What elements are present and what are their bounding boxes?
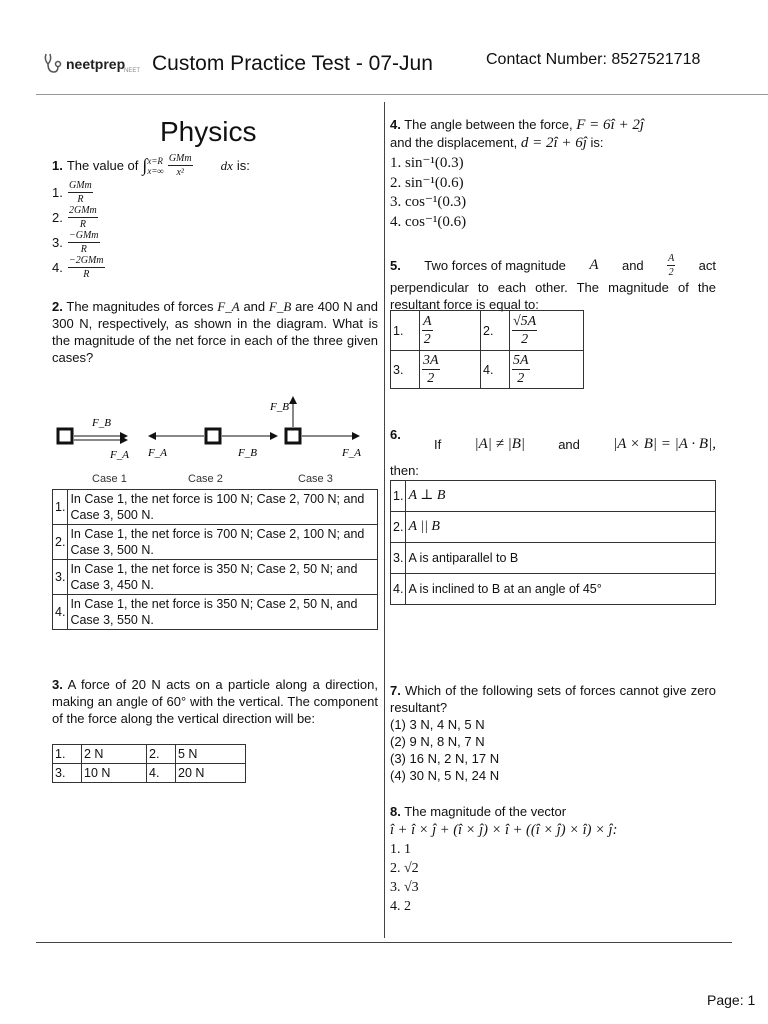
label-fb-case2: F_B — [238, 447, 257, 459]
option[interactable]: 2. √2 — [390, 861, 419, 876]
block-case1 — [58, 429, 72, 443]
option[interactable]: 1. A ⊥ B — [391, 481, 716, 512]
option[interactable]: 2. A || B — [391, 512, 716, 543]
condition-1: |A| ≠ |B| — [474, 435, 526, 452]
question-text: A force of 20 N acts on a particle along a direction, making an angle of 60° with the vertical. The component of the force along the vertical direction will be: — [52, 677, 378, 726]
question-number: 7. — [390, 683, 401, 698]
option[interactable]: 2. $\frac{\text{2GMm}}{R}$ — [52, 205, 97, 230]
question-5: 5. Two forces of magnitude A and $\frac{A}{2}$ act perpendicular to each other. The magnitude of the resultant force is equal to: — [390, 253, 716, 312]
option[interactable]: 5 N — [176, 745, 246, 764]
question-7 — [390, 682, 716, 784]
q5-options: 1. $\frac{A}{2}$ 2. $\frac{√5A}{2}$ 3. $\frac{3A}{2}$ 4. $\frac{5A}{2}$ — [390, 310, 584, 389]
logo-text: neetprep — [66, 56, 126, 72]
option[interactable]: (4) 30 N, 5 N, 24 N — [390, 768, 500, 783]
option[interactable]: 1. In Case 1, the net force is 100 N; Case 2, 700 N; and Case 3, 500 N. — [53, 490, 378, 525]
question-6: 6. If |A| ≠ |B| and |A × B| = |A · B|, then: — [390, 427, 716, 478]
label-fa-case1: F_A — [110, 449, 129, 461]
option[interactable]: 3. A is antiparallel to B — [391, 543, 716, 574]
option[interactable]: 4. A is inclined to B at an angle of 45° — [391, 574, 716, 605]
case3-label: Case 3 — [298, 473, 333, 485]
stethoscope-icon — [42, 52, 64, 76]
option[interactable]: (3) 16 N, 2 N, 17 N — [390, 751, 500, 766]
question-3 — [52, 676, 378, 727]
question-8 — [390, 803, 716, 916]
option[interactable]: $\frac{5A}{2}$ — [510, 351, 584, 389]
subject-title: Physics — [160, 116, 257, 147]
option[interactable]: $\frac{3A}{2}$ — [420, 351, 481, 389]
option[interactable]: 3. cos⁻¹(0.3) — [390, 194, 467, 210]
case2-label: Case 2 — [188, 473, 223, 485]
q3-options: 1. 2 N 2. 5 N 3. 10 N 4. 20 N — [52, 744, 246, 783]
vector-expression: î + î × ĵ + (î × ĵ) × î + ((î × ĵ) × î) × ĵ: — [390, 822, 618, 838]
case1-label: Case 1 — [92, 473, 127, 485]
question-text: The value of — [66, 158, 139, 173]
question-text: The magnitude of the vector — [404, 804, 567, 819]
force-expression: F = 6î + 2ĵ — [576, 117, 644, 133]
q4-options — [390, 154, 466, 232]
option[interactable]: 3. √3 — [390, 880, 419, 895]
force-diagram — [52, 392, 372, 488]
question-number: 8. — [390, 804, 401, 819]
force-b-symbol: F_B — [268, 299, 292, 314]
question-2: 2. The magnitudes of forces F_A and F_B are 400 N and 300 N, respectively, as shown in the diagram. What is the magnitude of the net force in each of the three given cases? — [52, 299, 378, 365]
option[interactable]: 20 N — [176, 764, 246, 783]
question-4: 4. The angle between the force, F = 6î + 2ĵ and the displacement, d = 2î + 6ĵ is: — [390, 117, 644, 151]
question-number: 4. — [390, 117, 401, 132]
displacement-expression: d = 2î + 6ĵ — [520, 135, 587, 151]
condition-2: |A × B| = |A · B|, — [613, 435, 716, 452]
page-title: Custom Practice Test - 07-Jun — [152, 52, 433, 75]
block-case3 — [286, 429, 300, 443]
option[interactable]: 3. $\frac{\text{−GMm}}{R}$ — [52, 230, 99, 255]
integral-lower: x=∞ — [147, 165, 164, 176]
integral-sign: ∫ — [142, 155, 148, 175]
question-1 — [52, 152, 378, 179]
option[interactable]: 2 N — [82, 745, 147, 764]
option[interactable]: 4. 2 — [390, 899, 411, 914]
option[interactable]: $\frac{A}{2}$ — [420, 311, 481, 351]
footer-divider — [36, 942, 732, 943]
option[interactable]: 2. In Case 1, the net force is 700 N; Case 2, 100 N; and Case 3, 500 N. — [53, 525, 378, 560]
logo — [42, 52, 141, 76]
column-divider — [384, 102, 385, 938]
option[interactable]: 3. In Case 1, the net force is 350 N; Case 2, 50 N; and Case 3, 450 N. — [53, 560, 378, 595]
label-fa-case3: F_A — [342, 447, 361, 459]
dx: dx — [220, 158, 233, 173]
question-number: 5. — [390, 258, 401, 273]
contact-number: Contact Number: 8527521718 — [486, 51, 701, 68]
question-number: 3. — [52, 677, 63, 692]
option[interactable]: (2) 9 N, 8 N, 7 N — [390, 734, 485, 749]
question-number: 1. — [52, 158, 63, 173]
block-case2 — [206, 429, 220, 443]
question-text-end: is: — [236, 158, 250, 173]
q6-options — [390, 480, 716, 605]
logo-subtext: NEET — [124, 68, 141, 74]
option[interactable]: 1. sin⁻¹(0.3) — [390, 155, 464, 171]
question-number: 2. — [52, 299, 63, 314]
option[interactable]: 1. 1 — [390, 842, 411, 857]
page-header — [0, 0, 768, 96]
q2-options — [52, 489, 378, 630]
label-fb-case3: F_B — [270, 401, 289, 413]
option[interactable]: 10 N — [82, 764, 147, 783]
question-number: 6. — [390, 427, 401, 442]
integral-upper: x=R — [147, 155, 163, 166]
q1-options — [52, 180, 202, 280]
option[interactable]: 2. sin⁻¹(0.6) — [390, 174, 464, 191]
label-fa-case2: F_A — [148, 447, 167, 459]
option[interactable]: 4. $\frac{\text{−2GMm}}{R}$ — [52, 255, 104, 280]
option[interactable]: 4. cos⁻¹(0.6) — [390, 213, 467, 230]
force-a-symbol: F_A — [217, 299, 240, 314]
integrand-numerator: GMm — [168, 153, 192, 164]
label-fb-case1: F_B — [92, 417, 111, 429]
question-text: Which of the following sets of forces cannot give zero resultant? — [390, 683, 716, 715]
option[interactable]: 4. In Case 1, the net force is 350 N; Case 2, 50 N, and Case 3, 550 N. — [53, 595, 378, 630]
option[interactable]: $\frac{√5A}{2}$ — [510, 311, 584, 351]
header-divider — [36, 94, 768, 95]
integrand-denominator: x² — [176, 167, 184, 178]
option[interactable]: 1. $\frac{\text{GMm}}{R}$ — [52, 180, 92, 205]
option[interactable]: (1) 3 N, 4 N, 5 N — [390, 717, 485, 732]
page-number: Page: 1 — [707, 992, 756, 1008]
